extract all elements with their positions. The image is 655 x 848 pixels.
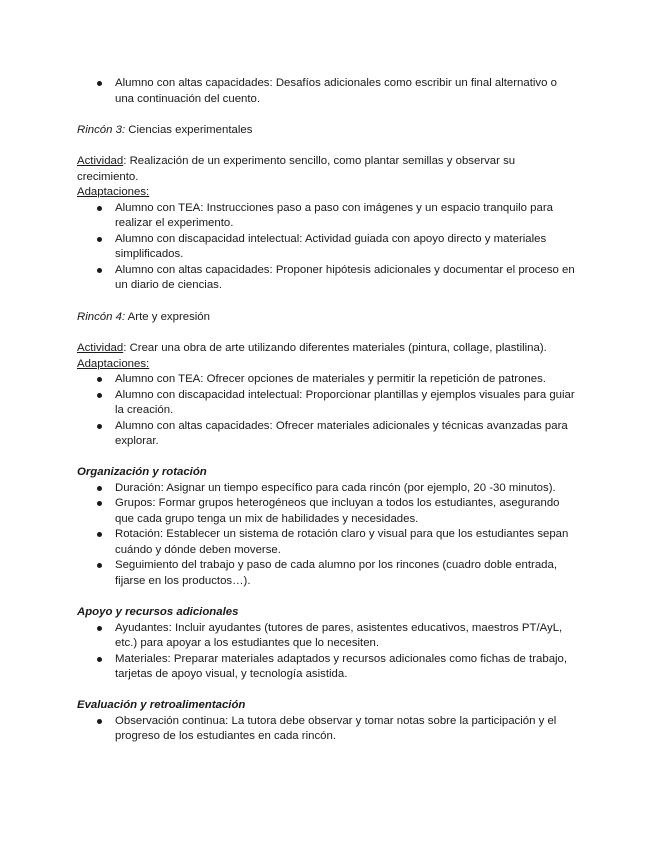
adaptaciones-label: Adaptaciones: <box>77 357 150 370</box>
organizacion-heading: Organización y rotación <box>77 466 207 478</box>
rincon3-section <box>77 154 577 294</box>
rincon3-adaptaciones-list <box>77 201 577 294</box>
rincon3-actividad <box>77 154 577 185</box>
list-item: Alumno con TEA: Instrucciones paso a paso con imágenes y un espacio tranquilo para realizar el experimento. <box>77 201 577 232</box>
rincon4-section <box>77 341 582 450</box>
rincon4-actividad <box>77 341 582 357</box>
evaluacion-heading: Evaluación y retroalimentación <box>77 699 246 711</box>
list-item: Rotación: Establecer un sistema de rotación claro y visual para que los estudiantes sepan cuándo y dónde deben moverse. <box>77 527 577 558</box>
organizacion-list <box>77 481 577 590</box>
apoyo-section <box>77 605 577 683</box>
list-item: Alumno con altas capacidades: Ofrecer materiales adicionales y técnicas avanzadas para explorar. <box>77 419 582 450</box>
list-item: Alumno con altas capacidades: Desafíos adicionales como escribir un final alternativo o una continuación del cuento. <box>77 76 577 107</box>
list-item: Alumno con discapacidad intelectual: Proporcionar plantillas y ejemplos visuales para guiar la creación. <box>77 388 582 419</box>
actividad-text: : Crear una obra de arte utilizando diferentes materiales (pintura, collage, plastilina). <box>123 342 547 354</box>
rincon4-label: Rincón 4: <box>77 311 126 323</box>
evaluacion-list <box>77 714 577 745</box>
rincon3-label: Rincón 3: <box>77 124 126 136</box>
actividad-text: : Realización de un experimento sencillo, como plantar semillas y observar su crecimiento. <box>77 155 516 183</box>
organizacion-section <box>77 465 577 589</box>
list-item: Alumno con altas capacidades: Proponer hipótesis adicionales y documentar el proceso en un diario de ciencias. <box>77 263 577 294</box>
list-item: Duración: Asignar un tiempo específico para cada rincón (por ejemplo, 20 -30 minutos). <box>77 481 577 497</box>
rincon4-adaptaciones-list <box>77 372 582 450</box>
list-item: Observación continua: La tutora debe observar y tomar notas sobre la participación y el progreso de los estudiantes en cada rincón. <box>77 714 577 745</box>
top-bullet-list <box>77 76 577 107</box>
list-item: Ayudantes: Incluir ayudantes (tutores de pares, asistentes educativos, maestros PT/AyL, etc.) para apoyar a los estudiantes que lo necesiten. <box>77 621 577 652</box>
apoyo-heading: Apoyo y recursos adicionales <box>77 606 239 618</box>
apoyo-list <box>77 621 577 683</box>
list-item: Materiales: Preparar materiales adaptados y recursos adicionales como fichas de trabajo, tarjetas de apoyo visual, y tecnología asistida. <box>77 652 577 683</box>
adaptaciones-label: Adaptaciones: <box>77 186 150 198</box>
actividad-label: Actividad <box>77 155 124 167</box>
list-item: Alumno con TEA: Ofrecer opciones de materiales y permitir la repetición de patrones. <box>77 372 582 388</box>
list-item: Grupos: Formar grupos heterogéneos que incluyan a todos los estudiantes, asegurando que cada grupo tenga un mix de habilidades y necesidades. <box>77 496 577 527</box>
rincon3-title: Ciencias experimentales <box>128 124 253 136</box>
list-item: Alumno con discapacidad intelectual: Actividad guiada con apoyo directo y materiales simplificados. <box>77 232 577 263</box>
rincon4-title: Arte y expresión <box>127 311 210 323</box>
rincon4-heading <box>77 310 577 326</box>
list-item: Seguimiento del trabajo y paso de cada alumno por los rincones (cuadro doble entrada, fijarse en los productos…). <box>77 558 577 589</box>
rincon3-heading <box>77 123 577 139</box>
evaluacion-section <box>77 698 577 745</box>
actividad-label: Actividad <box>77 342 124 354</box>
